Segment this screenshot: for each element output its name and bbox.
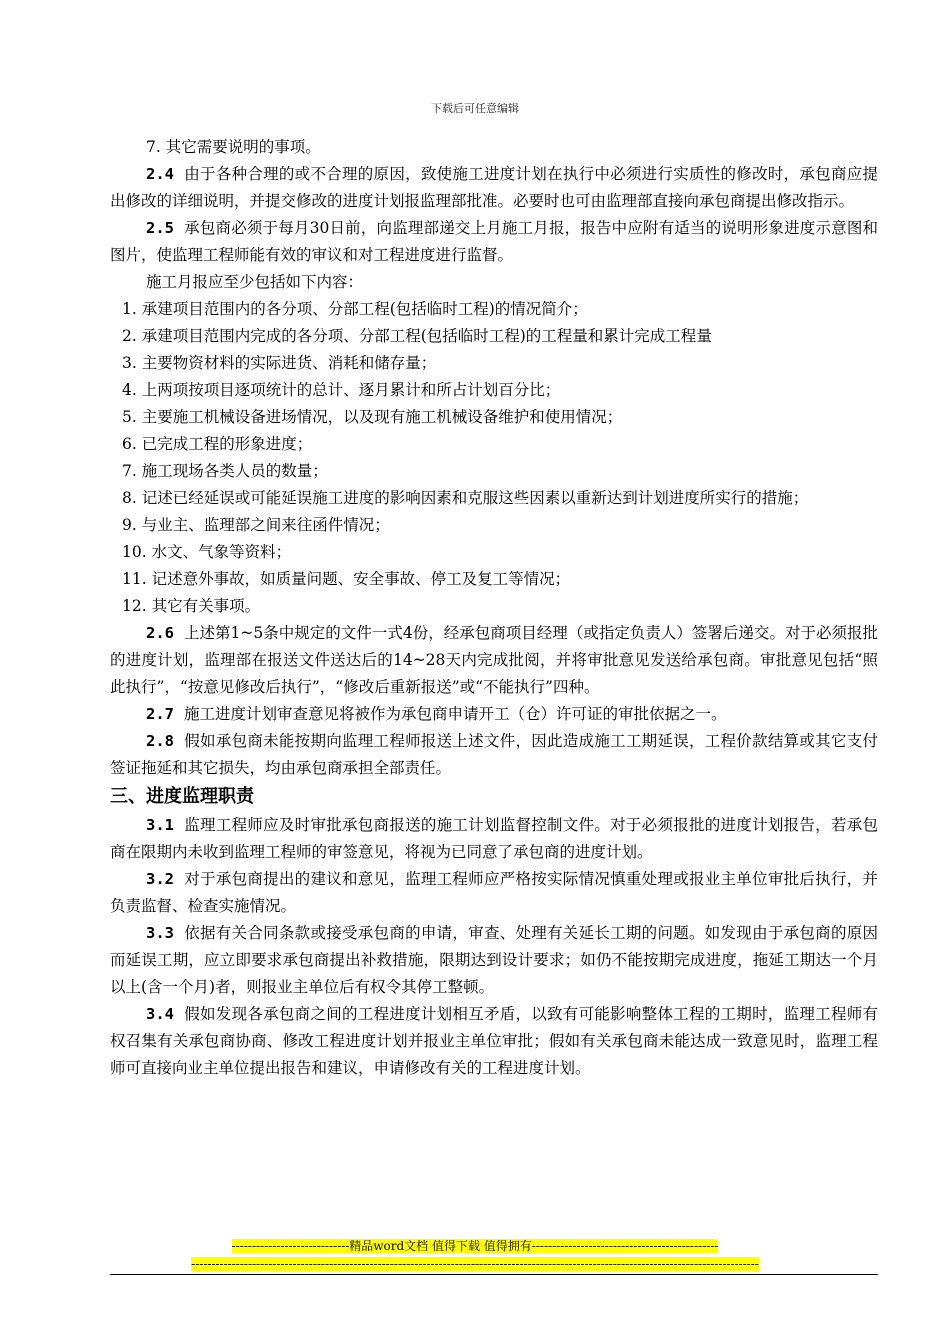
clause-number: 3.2 — [146, 870, 174, 888]
clause-text: 对于承包商提出的建议和意见，监理工程师应严格按实际情况慎重处理或报业主单位审批后执行，并负责监督、检查实施情况。 — [110, 870, 878, 915]
paragraph-3-1 — [110, 812, 878, 866]
clause-number: 2.8 — [146, 732, 174, 750]
paragraph-item-7: 7. 其它需要说明的事项。 — [146, 138, 321, 156]
monthly-report-intro: 施工月报应至少包括如下内容： — [146, 273, 364, 291]
list-item: 1. 承建项目范围内的各分项、分部工程(包括临时工程)的情况简介； — [122, 300, 588, 318]
clause-number: 2.7 — [146, 705, 174, 723]
clause-text: 施工进度计划审查意见将被作为承包商申请开工（仓）许可证的审批依据之一。 — [184, 705, 727, 723]
clause-number: 2.4 — [146, 165, 174, 183]
paragraph-2-5 — [110, 215, 878, 269]
clause-text: 假如承包商未能按期向监理工程师报送上述文件，因此造成施工工期延误，工程价款结算或其它支付签证拖延和其它损失，均由承包商承担全部责任。 — [110, 732, 878, 777]
clause-text: 承包商必须于每月30日前，向监理部递交上月施工月报，报告中应附有适当的说明形象进度示意图和图片，使监理工程师能有效的审议和对工程进度进行监督。 — [110, 219, 878, 264]
clause-number: 3.4 — [146, 1005, 174, 1023]
paragraph-2-8 — [110, 728, 878, 782]
list-item: 2. 承建项目范围内完成的各分项、分部工程(包括临时工程)的工程量和累计完成工程量 — [122, 327, 712, 345]
clause-number: 3.1 — [146, 816, 174, 834]
footer-banner-text: -------------------------------------------------------------------------------------------------------------------------------------------- — [191, 1257, 759, 1271]
list-item: 10. 水文、气象等资料； — [122, 543, 292, 561]
document-body — [110, 134, 878, 1082]
list-item: 7. 施工现场各类人员的数量； — [122, 462, 328, 480]
list-item: 6. 已完成工程的形象进度； — [122, 435, 313, 453]
list-item: 8. 记述已经延误或可能延误施工进度的影响因素和克服这些因素以重新达到计划进度所实行的措施； — [122, 489, 809, 507]
list-item: 5. 主要施工机械设备进场情况，以及现有施工机械设备维护和使用情况； — [122, 408, 623, 426]
clause-text: 监理工程师应及时审批承包商报送的施工计划监督控制文件。对于必须报批的进度计划报告，若承包商在限期内未收到监理工程师的审签意见，将视为已同意了承包商的进度计划。 — [110, 816, 878, 861]
list-item: 9. 与业主、监理部之间来往函件情况； — [122, 516, 390, 534]
paragraph-3-2 — [110, 866, 878, 920]
footer-banner-line-1 — [0, 1238, 950, 1254]
paragraph-2-4 — [110, 161, 878, 215]
footer-divider — [110, 1274, 878, 1275]
footer-banner-line-2 — [0, 1256, 950, 1272]
list-item: 3. 主要物资材料的实际进货、消耗和储存量； — [122, 354, 437, 372]
list-item: 11. 记述意外事故，如质量问题、安全事故、停工及复工等情况； — [122, 570, 571, 588]
clause-text: 假如发现各承包商之间的工程进度计划相互矛盾，以致有可能影响整体工程的工期时，监理工程师有权召集有关承包商协商、修改工程进度计划并报业主单位审批；假如有关承包商未能达成一致意见时，监理工程师可直接向业主单位提出报告和建议，申请修改有关的工程进度计划。 — [110, 1005, 878, 1077]
list-item: 12. 其它有关事项。 — [122, 597, 261, 615]
clause-number: 3.3 — [146, 924, 174, 942]
paragraph-3-4 — [110, 1001, 878, 1082]
header-note: 下载后可任意编辑 — [431, 102, 519, 115]
paragraph-2-6 — [110, 620, 878, 701]
clause-text: 上述第1~5条中规定的文件一式4份，经承包商项目经理（或指定负责人）签署后递交。对于必须报批的进度计划，监理部在报送文件送达后的14~28天内完成批阅，并将审批意见发送给承包商。审批意见包括“照此执行”，“按意见修改后执行”，“修改后重新报送”或“不能执行”四种。 — [110, 624, 878, 696]
clause-number: 2.5 — [146, 219, 174, 237]
clause-text: 依据有关合同条款或接受承包商的申请，审查、处理有关延长工期的问题。如发现由于承包商的原因而延误工期，应立即要求承包商提出补救措施，限期达到设计要求；如仍不能按期完成进度，拖延工期达一个月以上(含一个月)者，则报业主单位后有权令其停工整顿。 — [110, 924, 878, 996]
list-item: 4. 上两项按项目逐项统计的总计、逐月累计和所占计划百分比； — [122, 381, 561, 399]
clause-text: 由于各种合理的或不合理的原因，致使施工进度计划在执行中必须进行实质性的修改时，承包商应提出修改的详细说明，并提交修改的进度计划报监理部批准。必要时也可由监理部直接向承包商提出修改指示。 — [110, 165, 878, 210]
paragraph-2-7 — [110, 701, 878, 728]
paragraph-3-3 — [110, 920, 878, 1001]
clause-number: 2.6 — [146, 624, 174, 642]
footer-banner-text: -----------------------------精品word文档 值得下载 值得拥有---------------------------------------------- — [231, 1239, 719, 1253]
section-title: 三、进度监理职责 — [110, 786, 254, 807]
